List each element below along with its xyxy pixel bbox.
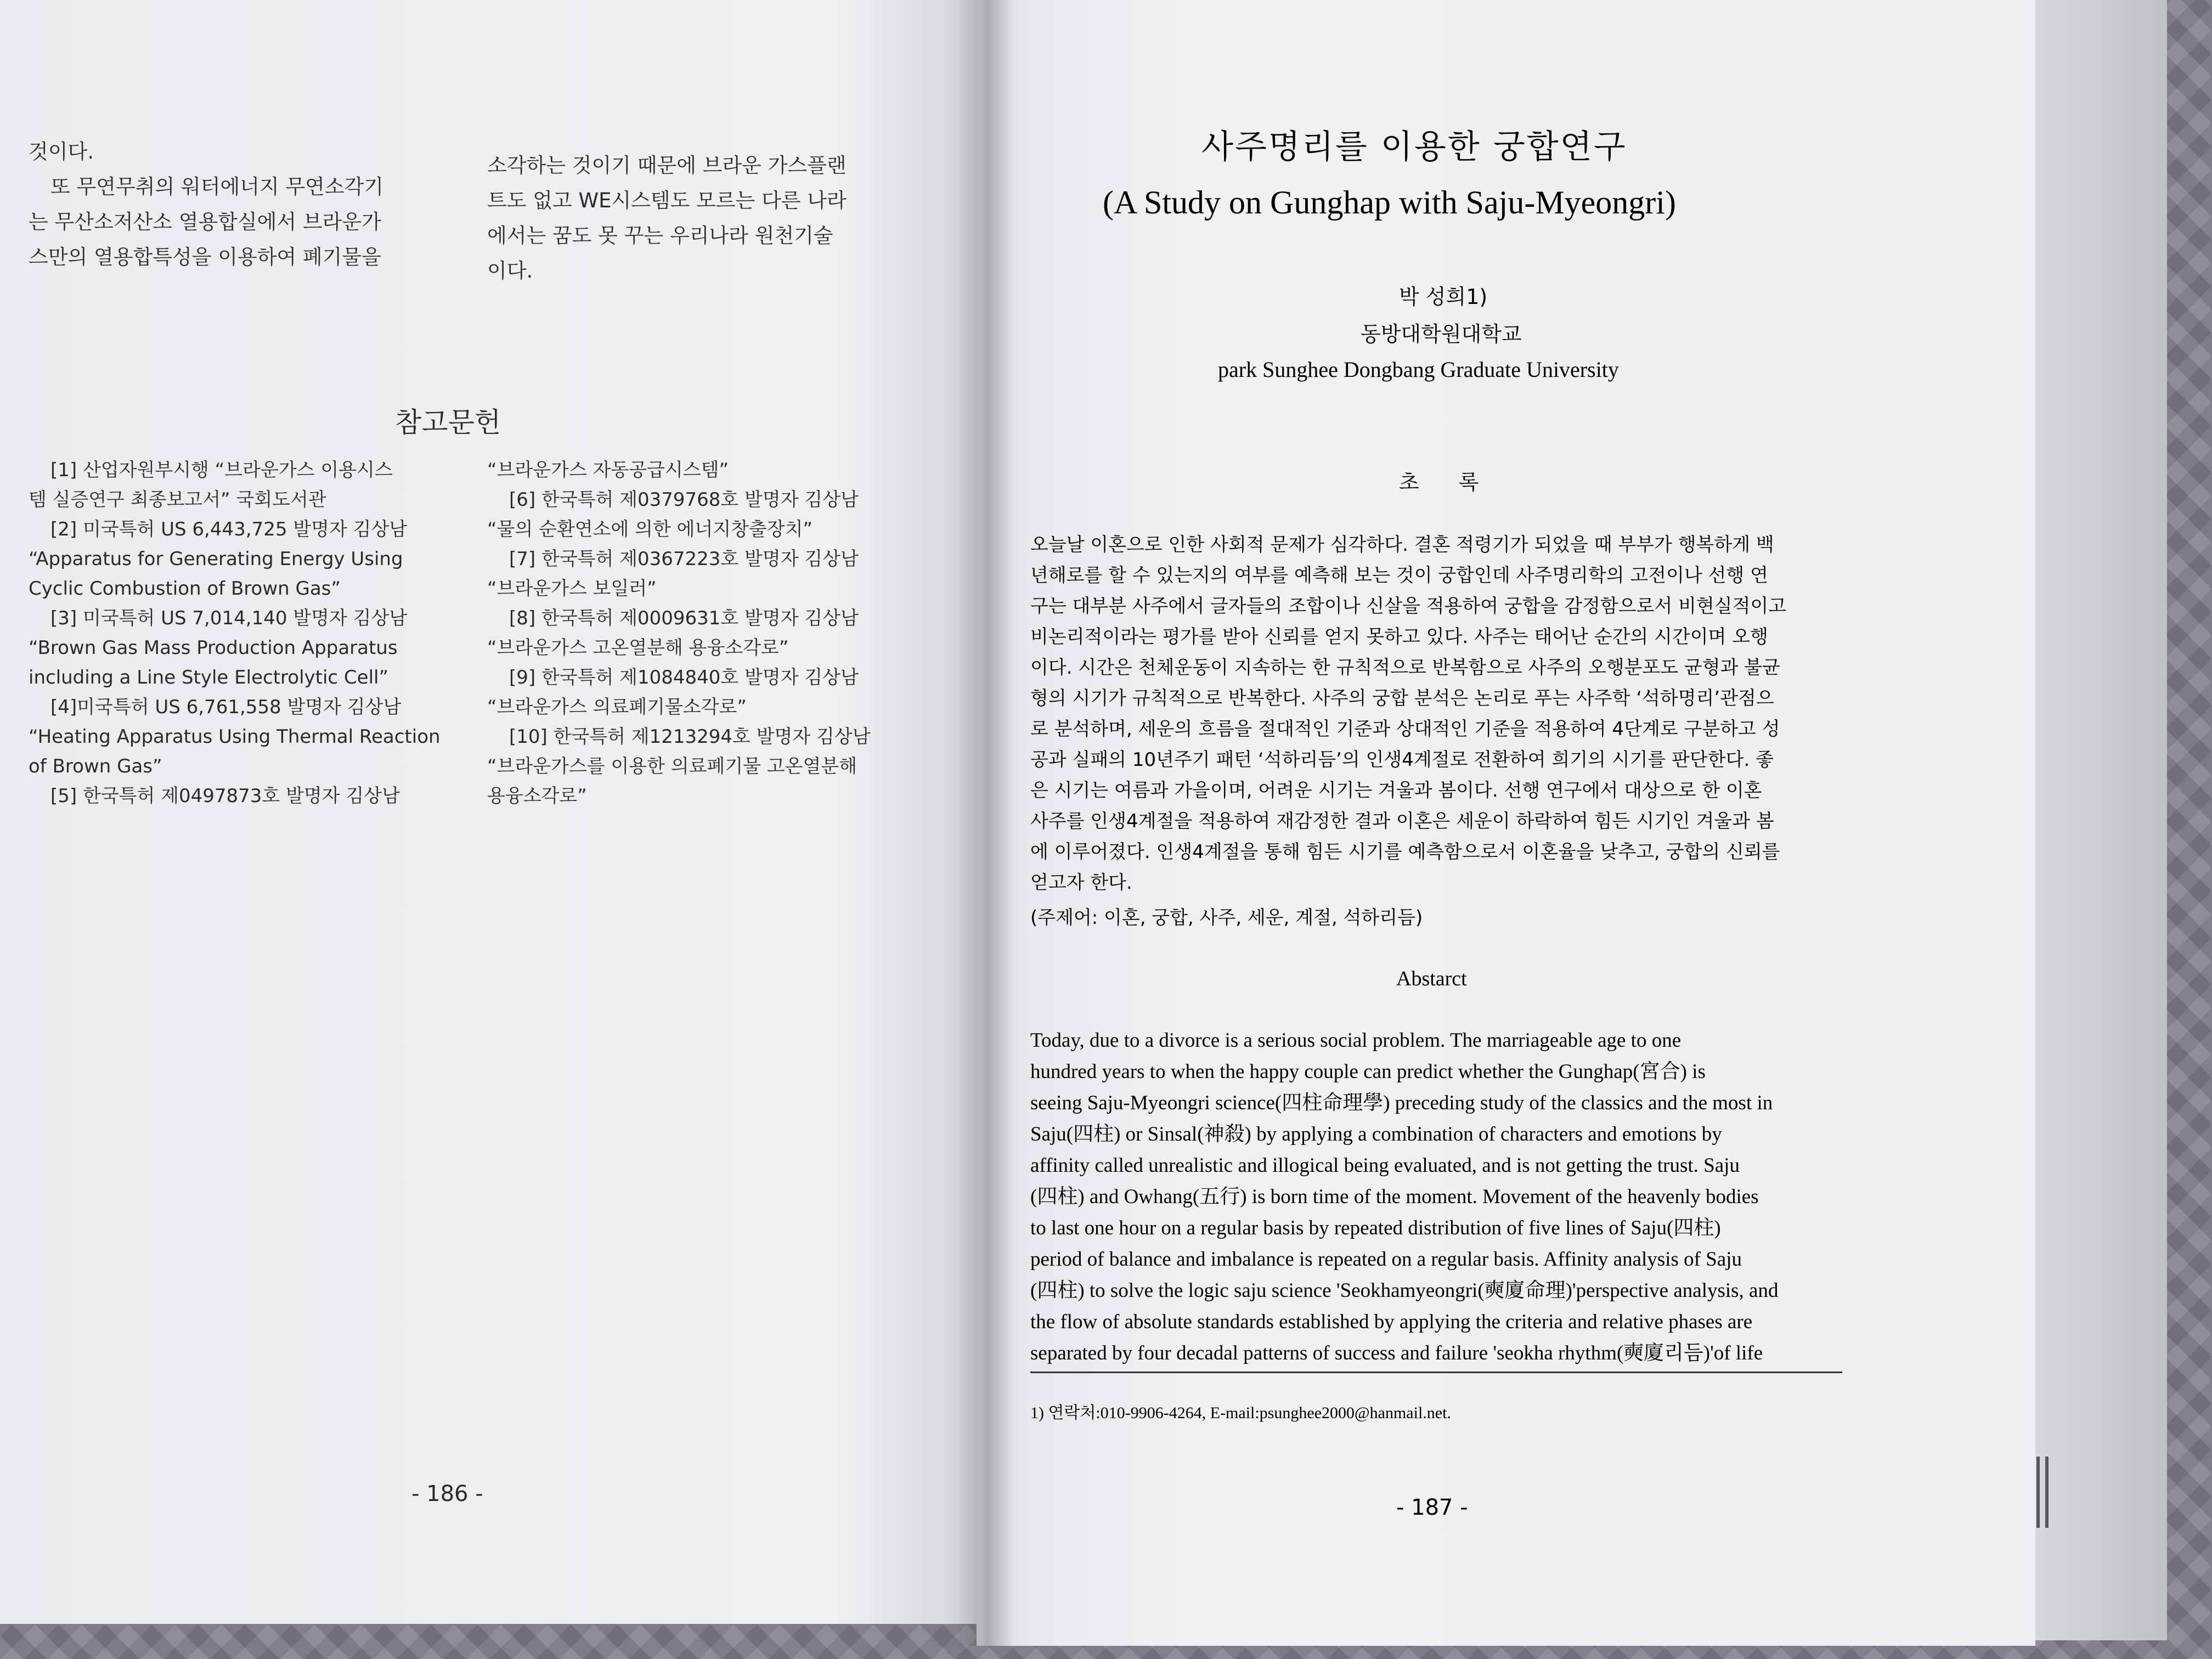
references-heading: 참고문헌 bbox=[395, 407, 501, 438]
reference-line: 용융소각로” bbox=[487, 785, 587, 807]
abstract-line: 공과 실패의 10년주기 패턴 ‘석하리듬’의 인생4계절로 전환하여 희기의 시기를 판단한다. 좋 bbox=[1030, 749, 1774, 771]
abstract-line: 구는 대부분 사주에서 글자들의 조합이나 신살을 적용하여 궁합을 감정함으로서 비현실적이고 bbox=[1030, 595, 1787, 617]
left-page bbox=[0, 0, 982, 1624]
underlying-page-edge bbox=[2030, 0, 2167, 1640]
abstract-line: period of balance and imbalance is repeated on a regular basis. Affinity analysis of Saju bbox=[1030, 1248, 1742, 1271]
abstract-line: 은 시기는 여름과 가을이며, 어려운 시기는 겨울과 봄이다. 선행 연구에서 대상으로 한 이혼 bbox=[1030, 780, 1762, 802]
book-spine-shadow bbox=[955, 0, 1015, 1646]
abstract-line: 이다. 시간은 천체운동이 지속하는 한 규칙적으로 반복함으로 사주의 오행분포도 균형과 불균 bbox=[1030, 657, 1780, 679]
abstract-line: 에 이루어졌다. 인생4계절을 통해 힘든 시기를 예측함으로서 이혼율을 낮추고, 궁합의 신뢰를 bbox=[1030, 841, 1780, 863]
abstract-line: 얻고자 한다. bbox=[1030, 872, 1132, 894]
body-line: 스만의 열용합특성을 이용하여 폐기물을 bbox=[29, 245, 381, 269]
body-line: 소각하는 것이기 때문에 브라운 가스플랜 bbox=[487, 154, 847, 177]
reference-line: “브라운가스 의료폐기물소각로” bbox=[487, 696, 747, 718]
abstract-line: the flow of absolute standards established by applying the criteria and relative phases are bbox=[1030, 1311, 1753, 1333]
abstract-line: Today, due to a divorce is a serious social problem. The marriageable age to one bbox=[1030, 1029, 1681, 1052]
references-right-column bbox=[487, 455, 871, 811]
reference-line: “브라운가스 보일러” bbox=[487, 578, 657, 600]
body-line: 트도 없고 WE시스템도 모르는 다른 나라 bbox=[487, 189, 847, 212]
abstract-english bbox=[1030, 1025, 1842, 1369]
references-left-column bbox=[29, 455, 441, 811]
abstract-line: 년해로를 할 수 있는지의 여부를 예측해 보는 것이 궁합인데 사주명리학의 고전이나 선행 연 bbox=[1030, 565, 1768, 586]
reference-line: [3] 미국특허 US 7,014,140 발명자 김상남 bbox=[50, 607, 408, 629]
reference-line: [5] 한국특허 제0497873호 발명자 김상남 bbox=[50, 785, 400, 807]
affiliation-english: park Sunghee Dongbang Graduate University bbox=[1218, 357, 1619, 382]
reference-line: Cyclic Combustion of Brown Gas” bbox=[29, 578, 341, 600]
reference-line: of Brown Gas” bbox=[29, 755, 162, 777]
reference-line: 템 실증연구 최종보고서” 국회도서관 bbox=[29, 489, 326, 511]
reference-line: including a Line Style Electrolytic Cell” bbox=[29, 667, 389, 689]
abstract-line: 로 분석하며, 세운의 흐름을 절대적인 기준과 상대적인 기준을 적용하여 4단계로 구분하고 성 bbox=[1030, 718, 1780, 740]
body-line: 또 무연무취의 워터에너지 무연소각기 bbox=[50, 175, 384, 199]
abstract-line: hundred years to when the happy couple can predict whether the Gunghap(宮合) is bbox=[1030, 1060, 1706, 1083]
page-edge-marks bbox=[2036, 1457, 2053, 1528]
footnote: 1) 연락처:010-9906-4264, E-mail:psunghee2000@hanmail.net. bbox=[1030, 1404, 1451, 1422]
reference-line: [1] 산업자원부시행 “브라운가스 이용시스 bbox=[50, 459, 393, 481]
page-number: - 187 - bbox=[1396, 1495, 1468, 1520]
reference-line: [4]미국특허 US 6,761,558 발명자 김상남 bbox=[50, 696, 402, 718]
body-line: 이다. bbox=[487, 259, 533, 283]
abstract-line: 형의 시기가 규칙적으로 반복한다. 사주의 궁합 분석은 논리로 푸는 사주학 ‘석하명리’관점으 bbox=[1030, 687, 1774, 709]
page-number: - 186 - bbox=[411, 1481, 483, 1506]
keywords: (주제어: 이혼, 궁합, 사주, 세운, 계절, 석하리듬) bbox=[1030, 907, 1423, 929]
article-title-english: (A Study on Gunghap with Saju-Myeongri) bbox=[1103, 184, 1676, 221]
reference-line: “브라운가스 자동공급시스템” bbox=[487, 459, 729, 481]
abstract-line: 오늘날 이혼으로 인한 사회적 문제가 심각하다. 결혼 적령기가 되었을 때 부부가 행복하게 백 bbox=[1030, 534, 1774, 556]
reference-line: [10] 한국특허 제1213294호 발명자 김상남 bbox=[509, 726, 871, 748]
abstract-english-heading: Abstarct bbox=[1396, 967, 1467, 990]
reference-line: [2] 미국특허 US 6,443,725 발명자 김상남 bbox=[50, 518, 408, 540]
reference-line: “Apparatus for Generating Energy Using bbox=[29, 548, 403, 570]
abstract-line: Saju(四柱) or Sinsal(神殺) by applying a combination of characters and emotions by bbox=[1030, 1123, 1722, 1146]
reference-line: “브라운가스 고온열분해 용융소각로” bbox=[487, 637, 789, 659]
abstract-line: separated by four decadal patterns of success and failure 'seokha rhythm(奭廈리듬)'of life bbox=[1030, 1342, 1763, 1364]
body-text-right-column bbox=[487, 148, 893, 289]
reference-line: “Heating Apparatus Using Thermal Reaction bbox=[29, 726, 441, 748]
abstract-line: 비논리적이라는 평가를 받아 신뢰를 얻지 못하고 있다. 사주는 태어난 순간의 시간이며 오행 bbox=[1030, 626, 1768, 648]
reference-line: [7] 한국특허 제0367223호 발명자 김상남 bbox=[509, 548, 859, 570]
reference-line: [9] 한국특허 제1084840호 발명자 김상남 bbox=[509, 667, 859, 689]
reference-line: [6] 한국특허 제0379768호 발명자 김상남 bbox=[509, 489, 859, 511]
reference-line: “물의 순환연소에 의한 에너지창출장치” bbox=[487, 518, 813, 540]
abstract-line: affinity called unrealistic and illogical being evaluated, and is not getting the trust. Saju bbox=[1030, 1154, 1740, 1177]
affiliation-korean: 동방대학원대학교 bbox=[1361, 322, 1522, 346]
body-line: 에서는 꿈도 못 꾸는 우리나라 원천기술 bbox=[487, 224, 833, 247]
article-title-korean: 사주명리를 이용한 궁합연구 bbox=[1201, 128, 1627, 166]
reference-line: [8] 한국특허 제0009631호 발명자 김상남 bbox=[509, 607, 859, 629]
reference-line: “브라운가스를 이용한 의료폐기물 고온열분해 bbox=[487, 755, 857, 777]
body-line: 는 무산소저산소 열용합실에서 브라운가 bbox=[29, 210, 381, 234]
abstract-line: seeing Saju-Myeongri science(四柱命理學) preceding study of the classics and the most in bbox=[1030, 1092, 1773, 1114]
abstract-line: 사주를 인생4계절을 적용하여 재감정한 결과 이혼은 세운이 하락하여 힘든 시기인 겨울과 봄 bbox=[1030, 810, 1774, 832]
abstract-korean bbox=[1030, 529, 1837, 898]
author-name: 박 성희1) bbox=[1399, 285, 1488, 309]
abstract-korean-heading: 초 록 bbox=[1399, 470, 1496, 494]
abstract-line: to last one hour on a regular basis by repeated distribution of five lines of Saju(四柱) bbox=[1030, 1217, 1721, 1239]
body-text-left-column bbox=[29, 134, 435, 275]
abstract-line: (四柱) and Owhang(五行) is born time of the moment. Movement of the heavenly bodies bbox=[1030, 1186, 1759, 1208]
abstract-line: (四柱) to solve the logic saju science 'Seokhamyeongri(奭廈命理)'perspective analysis, and bbox=[1030, 1279, 1779, 1302]
footnote-divider bbox=[1030, 1372, 1842, 1373]
body-line: 것이다. bbox=[29, 140, 94, 163]
reference-line: “Brown Gas Mass Production Apparatus bbox=[29, 637, 398, 659]
